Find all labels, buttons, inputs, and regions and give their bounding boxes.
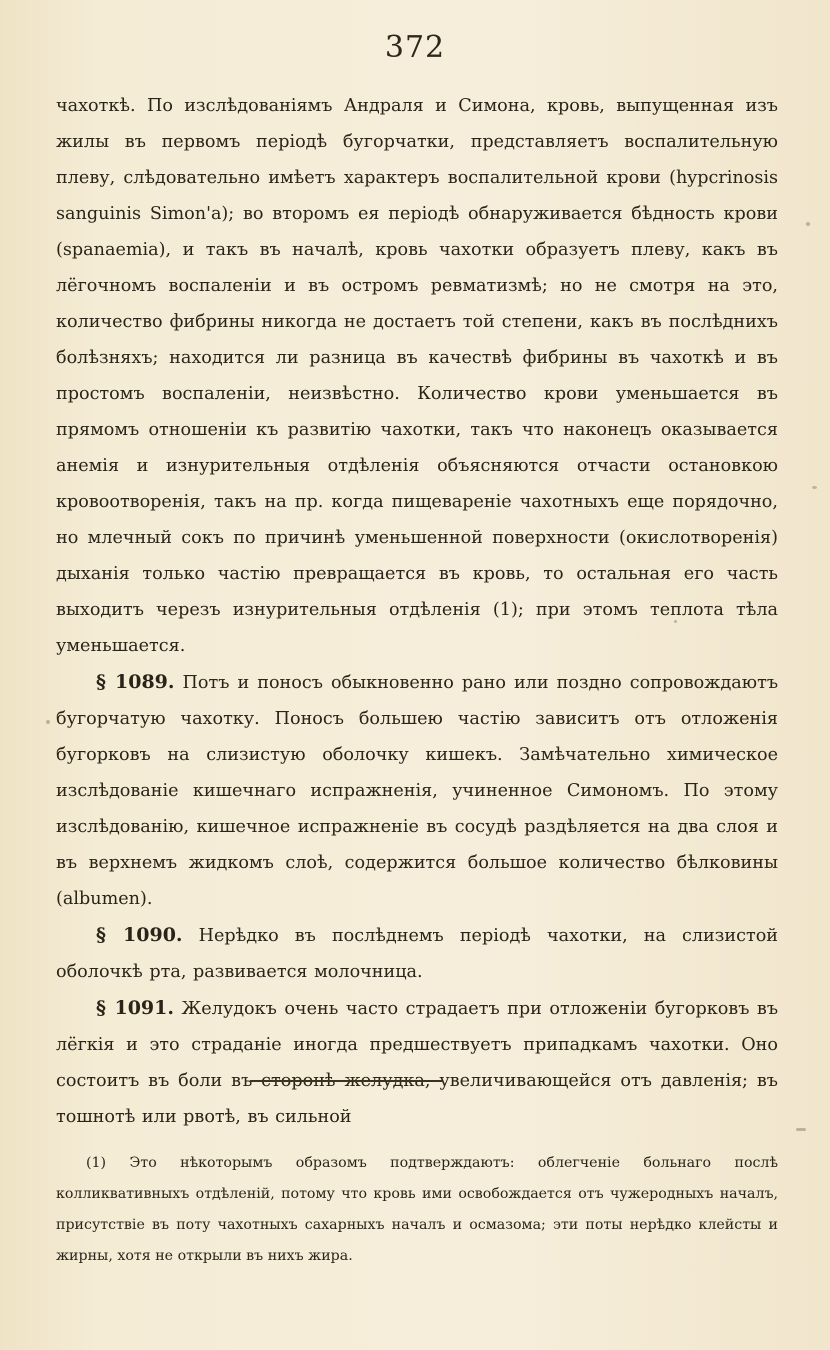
paragraph-1089 — [56, 664, 778, 917]
paragraph-1: чахоткѣ. По изслѣдованіямъ Андраля и Симона, кровь, выпущенная изъ жилы въ первомъ періодѣ бугорчатки, представляетъ воспалительную плеву, слѣдовательно имѣетъ характеръ воспалительной крови (hypcrinosis sanguinis Simon'a); во второмъ ея періодѣ обнаруживается бѣдность крови (spanaemia), и такъ въ началѣ, кровь чахотки образуетъ плеву, какъ въ лёгочномъ воспаленіи и въ остромъ ревматизмѣ; но не смотря на это, количество фибрины никогда не достаетъ той степени, какъ въ послѣднихъ болѣзняхъ; находится ли разница въ качествѣ фибрины въ чахоткѣ и въ простомъ воспаленіи, неизвѣстно. Количество крови уменьшается въ прямомъ отношеніи къ развитію чахотки, такъ что наконецъ оказывается анемія и изнурительныя отдѣленія объясняются отчасти остановкою кровоотворенія, такъ на пр. когда пищевареніе чахотныхъ еще порядочно, но млечный сокъ по причинѣ уменьшенной поверхности (окислотворенія) дыханія только частію превращается въ кровь, то остальная его часть выходитъ черезъ изнурительныя отдѣленія (1); при этомъ теплота тѣла уменьшается. — [56, 96, 778, 656]
paper-spot — [806, 222, 810, 226]
section-number: § 1090. — [96, 924, 183, 946]
paper-spot — [674, 620, 677, 623]
section-number: § 1091. — [96, 997, 174, 1019]
paper-spot — [796, 1128, 806, 1131]
paragraph-1090 — [56, 917, 778, 990]
section-number: § 1089. — [96, 671, 175, 693]
paragraph-text: Потъ и поносъ обыкновенно рано или поздно сопровождаютъ бугорчатую чахотку. Поносъ большею частію зависитъ отъ отложенія бугорковъ на слизистую оболочку кишекъ. Замѣчательно химическое изслѣдованіе кишечнаго испражненія, учиненное Симономъ. По этому изслѣдованію, кишечное испражненіе въ сосудѣ раздѣляется на два слоя и въ верхнемъ жидкомъ слоѣ, содержится большое количество бѣлковины (albumen). — [56, 673, 779, 909]
page-number: 372 — [384, 30, 446, 65]
paragraph-1091 — [56, 990, 778, 1135]
footnote-divider — [250, 1080, 442, 1082]
paper-spot — [812, 486, 817, 489]
main-text — [56, 88, 778, 1135]
footnote-text: (1) Это нѣкоторымъ образомъ подтверждаютъ: облегченіе больнаго послѣ колликвативныхъ отдѣленій, потому что кровь ими освобождается отъ чужеродныхъ началъ, присутствіе въ поту чахотныхъ сахарныхъ началъ и осмазома; эти поты нерѣдко клейсты и жирны, хотя не открыли въ нихъ жира. — [56, 1155, 778, 1264]
paragraph-text: Желудокъ очень часто страдаетъ при отложеніи бугорковъ въ лёгкія и это страданіе иногда предшествуетъ припадкамъ чахотки. Оно состоитъ въ боли въ сторонѣ желудка, увеличивающейся отъ давленія; въ тошнотѣ или рвотѣ, въ сильной — [56, 999, 779, 1127]
paragraph-text: Нерѣдко въ послѣднемъ періодѣ чахотки, на слизистой оболочкѣ рта, развивается молочница. — [56, 926, 779, 982]
paper-spot — [46, 720, 50, 724]
footnote — [56, 1148, 778, 1272]
